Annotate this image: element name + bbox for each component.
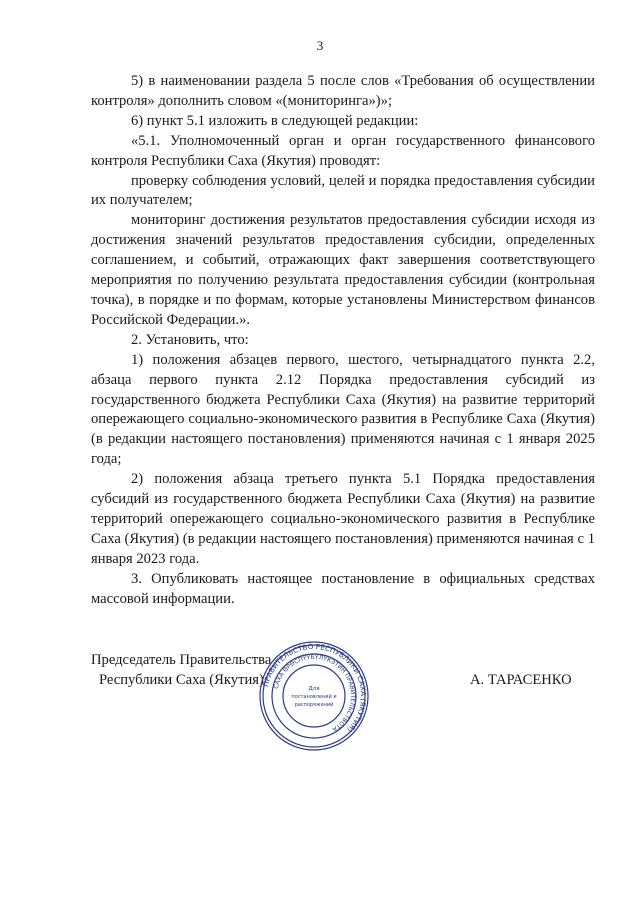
paragraph: 2. Установить, что: <box>131 331 249 348</box>
signatory-name: А. ТАРАСЕНКО <box>470 672 572 688</box>
paragraph: 6) пункт 5.1 изложить в следующей редакции: <box>131 112 419 129</box>
stamp-center-line3: распоряжений <box>294 702 334 708</box>
signatory-title-line1: Председатель Правительства <box>91 652 272 668</box>
stamp-center-line2: постановлений и <box>291 694 337 700</box>
paragraph: 2) положения абзаца третьего пункта 5.1 Порядка предоставления субсидий из государственного бюджета Республики Саха (Якутия) на развитие территорий опережающего социально-экономического развития в Республике Саха (Якутия) (в редакции настоящего постановления) применяются начиная с 1 января 2023 года. <box>91 471 595 567</box>
paragraph: проверку соблюдения условий, целей и порядка предоставления субсидии их получателем; <box>91 172 595 209</box>
paragraph: 5) в наименовании раздела 5 после слов «Требования об осуществлении контроля» дополнить словом «(мониторинга»)»; <box>91 73 595 109</box>
stamp-center-line1: Для <box>308 686 320 692</box>
paragraph: мониторинг достижения результатов предоставления субсидии исходя из достижения значений результатов предоставления субсидии, определенных соглашением, и событий, отражающих факт завершения соответствующего мероприятия по получению результата предоставления субсидии (контрольная точка), в порядке и по формам, которые установлены Министерством финансов Российской Федерации.». <box>91 212 595 328</box>
signatory-title-line2: Республики Саха (Якутия) <box>99 672 264 688</box>
stamp-outer-text: ПРАВИТЕЛЬСТВО РЕСПУБЛИКИ САХА (ЯКУТИЯ) <box>260 641 369 735</box>
official-seal-stamp <box>258 640 370 752</box>
stamp-inner-text: САХА ӨРӨСПҮҮБҮЛҮКЭТИН ПРАВИТЕЛЬСТВОТА <box>272 653 357 733</box>
paragraph: 3. Опубликовать настоящее постановление в официальных средствах массовой информации. <box>91 570 595 607</box>
document-body <box>91 72 595 609</box>
signature-block <box>0 640 640 735</box>
signatory-title <box>91 650 271 690</box>
page-number: 3 <box>316 38 324 53</box>
paragraph: «5.1. Уполномоченный орган и орган государственного финансового контроля Республики Саха (Якутия) проводят: <box>91 132 595 169</box>
paragraph: 1) положения абзацев первого, шестого, четырнадцатого пункта 2.2, абзаца первого пункта 2.12 Порядка предоставления субсидий из государственного бюджета Республики Саха (Якутия) на развитие территорий опережающего социально-экономического развития в Республике Саха (Якутия) (в редакции настоящего постановления) применяются начиная с 1 января 2025 года; <box>91 351 595 468</box>
